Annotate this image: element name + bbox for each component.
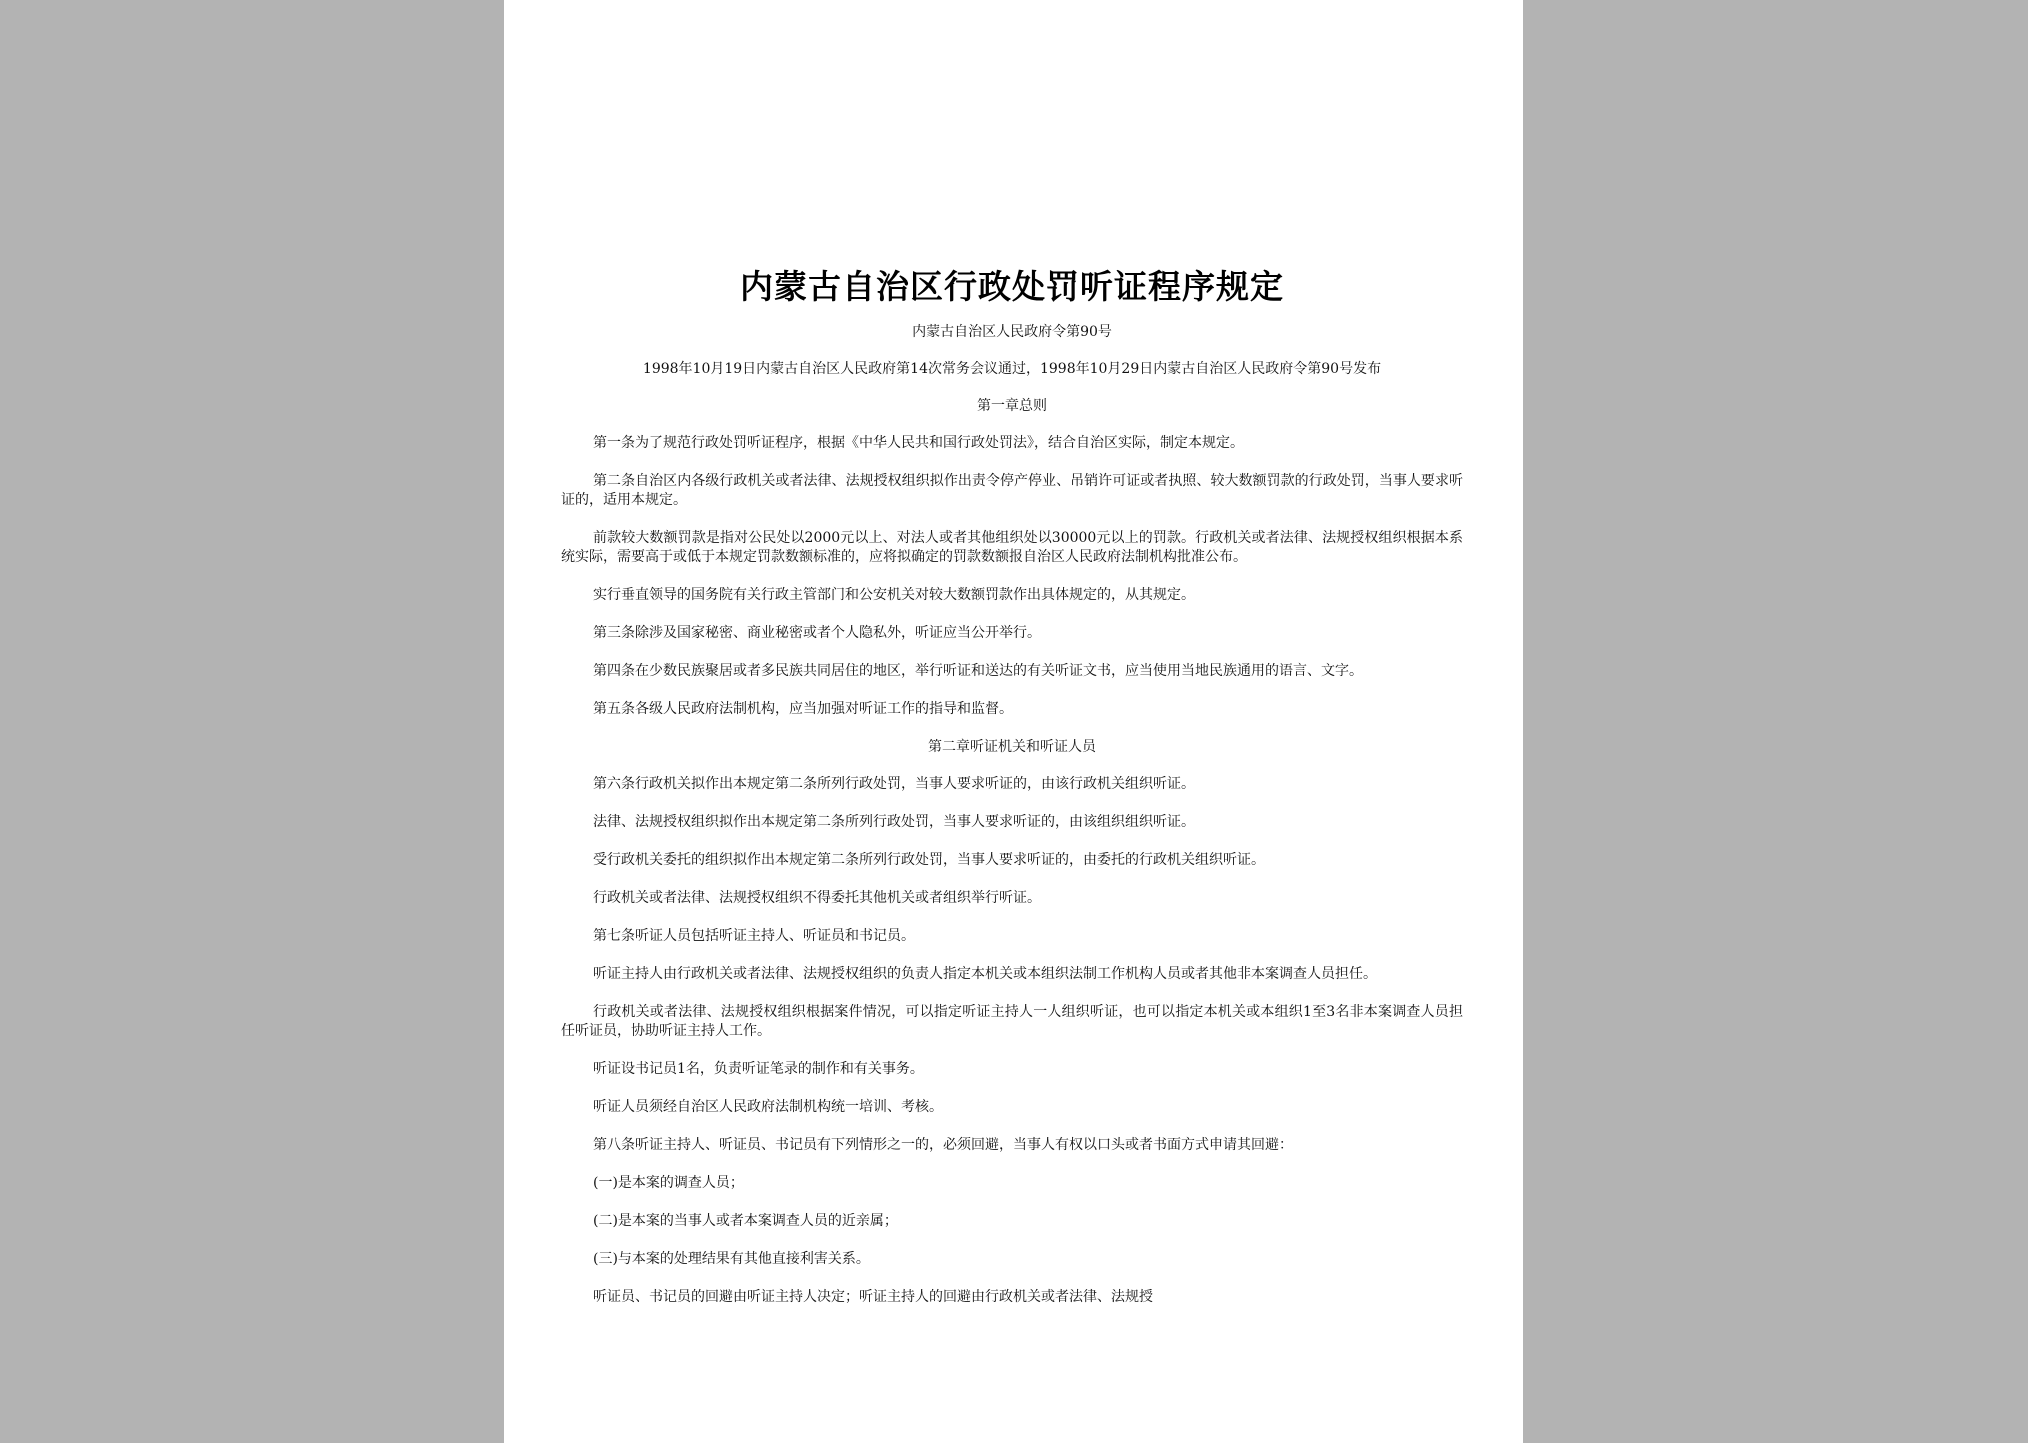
article-paragraph: 行政机关或者法律、法规授权组织不得委托其他机关或者组织举行听证。 <box>593 890 1041 906</box>
list-item: (二)是本案的当事人或者本案调查人员的近亲属； <box>593 1213 898 1229</box>
article-paragraph: 法律、法规授权组织拟作出本规定第二条所列行政处罚，当事人要求听证的，由该组织组织听证。 <box>593 814 1195 830</box>
article-paragraph: 听证员、书记员的回避由听证主持人决定；听证主持人的回避由行政机关或者法律、法规授 <box>593 1289 1153 1305</box>
list-item: (一)是本案的调查人员； <box>593 1175 744 1191</box>
article-paragraph: 听证主持人由行政机关或者法律、法规授权组织的负责人指定本机关或本组织法制工作机构人员或者其他非本案调查人员担任。 <box>593 966 1377 982</box>
chapter-heading: 第二章听证机关和听证人员 <box>928 739 1096 755</box>
article-paragraph: 第四条在少数民族聚居或者多民族共同居住的地区，举行听证和送达的有关听证文书，应当使用当地民族通用的语言、文字。 <box>593 663 1363 679</box>
article-paragraph: 第一条为了规范行政处罚听证程序，根据《中华人民共和国行政处罚法》，结合自治区实际，制定本规定。 <box>593 435 1244 451</box>
article-paragraph: 第三条除涉及国家秘密、商业秘密或者个人隐私外，听证应当公开举行。 <box>593 625 1041 641</box>
article-paragraph: 前款较大数额罚款是指对公民处以2000元以上、对法人或者其他组织处以30000元以上的罚款。行政机关或者法律、法规授权组织根据本系统实际，需要高于或低于本规定罚款数额标准的，应将拟确定的罚款数额报自治区人民政府法制机构批准公布。 <box>561 530 1463 565</box>
article-paragraph: 听证人员须经自治区人民政府法制机构统一培训、考核。 <box>593 1099 943 1115</box>
article-paragraph: 受行政机关委托的组织拟作出本规定第二条所列行政处罚，当事人要求听证的，由委托的行政机关组织听证。 <box>593 852 1265 868</box>
document-page <box>504 0 1523 1443</box>
article-paragraph: 听证设书记员1名，负责听证笔录的制作和有关事务。 <box>593 1061 924 1077</box>
list-item: (三)与本案的处理结果有其他直接利害关系。 <box>593 1251 870 1267</box>
article-paragraph: 第七条听证人员包括听证主持人、听证员和书记员。 <box>593 928 915 944</box>
article-paragraph: 第八条听证主持人、听证员、书记员有下列情形之一的，必须回避，当事人有权以口头或者书面方式申请其回避： <box>593 1137 1293 1153</box>
article-paragraph: 行政机关或者法律、法规授权组织根据案件情况，可以指定听证主持人一人组织听证，也可以指定本机关或本组织1至3名非本案调查人员担任听证员，协助听证主持人工作。 <box>561 1004 1463 1039</box>
article-paragraph: 第二条自治区内各级行政机关或者法律、法规授权组织拟作出责令停产停业、吊销许可证或者执照、较大数额罚款的行政处罚，当事人要求听证的，适用本规定。 <box>561 473 1463 508</box>
article-paragraph: 第六条行政机关拟作出本规定第二条所列行政处罚，当事人要求听证的，由该行政机关组织听证。 <box>593 776 1195 792</box>
chapter-heading: 第一章总则 <box>977 398 1047 414</box>
document-title: 内蒙古自治区行政处罚听证程序规定 <box>740 267 1284 306</box>
adoption-note: 1998年10月19日内蒙古自治区人民政府第14次常务会议通过，1998年10月29日内蒙古自治区人民政府令第90号发布 <box>642 361 1382 377</box>
article-paragraph: 实行垂直领导的国务院有关行政主管部门和公安机关对较大数额罚款作出具体规定的，从其规定。 <box>593 587 1195 603</box>
article-paragraph: 第五条各级人民政府法制机构，应当加强对听证工作的指导和监督。 <box>593 701 1013 717</box>
decree-number: 内蒙古自治区人民政府令第90号 <box>912 324 1112 340</box>
